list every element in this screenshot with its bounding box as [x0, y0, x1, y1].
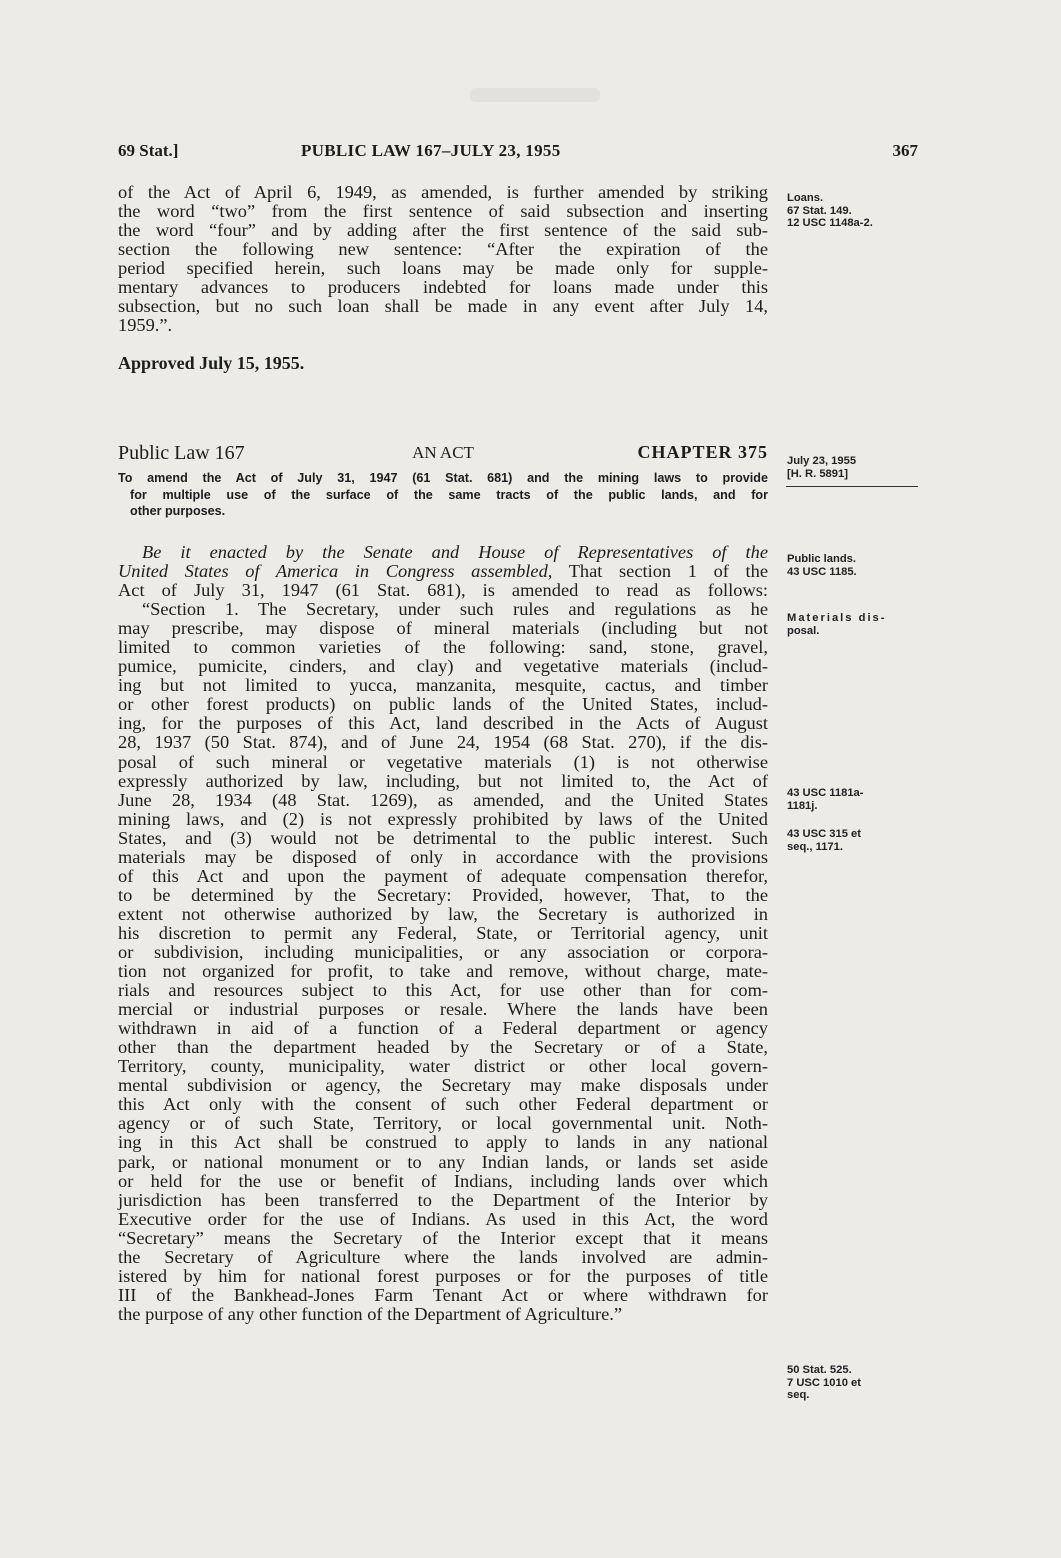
margin-rule: [786, 486, 918, 487]
margin-note-43-usc-1181: [787, 787, 864, 812]
section-line: limited to common varieties of the following: sand, stone, gravel,: [118, 637, 768, 658]
margin-note-50-stat: [787, 1364, 861, 1402]
continuation-paragraph: [118, 183, 768, 335]
section-line: pumice, pumicite, cinders, and clay) and vegetative materials (includ-: [118, 656, 768, 677]
section-line: 28, 1937 (50 Stat. 874), and of June 24, 1954 (68 Stat. 270), if the dis-: [118, 732, 768, 753]
stat-volume: 69 Stat.]: [118, 141, 179, 160]
bleed-through-smudge: [470, 88, 600, 102]
public-law-number: Public Law 167: [118, 442, 245, 464]
section-line: mining laws, and (2) is not expressly prohibited by laws of the United: [118, 808, 768, 829]
section-line: his discretion to permit any Federal, State, or Territorial agency, unit: [118, 922, 768, 943]
synopsis-line: other purposes.: [130, 504, 226, 518]
section-line: mercial or industrial purposes or resale. Where the lands have been: [118, 999, 768, 1020]
margin-note-line: 43 USC 1185.: [787, 565, 857, 578]
text-line: section the following new sentence: “After the expiration of the: [118, 239, 768, 260]
section-line: park, or national monument or to any Indian lands, or lands set aside: [118, 1151, 768, 1172]
section-line: the Secretary of Agriculture where the lands involved are admin-: [118, 1246, 768, 1267]
approval-date: Approved July 15, 1955.: [118, 353, 305, 373]
text-line: [118, 562, 768, 581]
text-line: Act of July 31, 1947 (61 Stat. 681), is amended to read as follows:: [118, 580, 768, 601]
margin-note-line: Loans.: [787, 192, 824, 204]
section-line: may prescribe, may dispose of mineral materials (including but not: [118, 618, 768, 639]
margin-note-line: 43 USC 315 et: [787, 828, 862, 840]
section-line: of this Act and upon the payment of adequate compensation therefor,: [118, 865, 768, 886]
section-line: “Secretary” means the Secretary of the Interior except that it means: [118, 1227, 768, 1248]
margin-note-line: 43 USC 1181a-: [787, 787, 864, 799]
margin-note-line: 7 USC 1010 et: [787, 1376, 862, 1389]
section-line: States, and (3) would not be detrimental to the public interest. Such: [118, 827, 768, 848]
text-line: 1959.”.: [118, 315, 173, 336]
text-line: subsection, but no such loan shall be made in any event after July 14,: [118, 296, 768, 317]
margin-note-materials: [787, 612, 887, 637]
margin-note-line: Materials dis-: [787, 612, 887, 624]
section-line: ing, for the purposes of this Act, land described in the Acts of August: [118, 713, 768, 734]
section-line: expressly authorized by law, including, but not limited to, the Act of: [118, 770, 768, 791]
section-line: Territory, county, municipality, water district or other local govern-: [118, 1056, 768, 1077]
margin-note-line: Public lands.: [787, 553, 857, 565]
an-act-heading: AN ACT: [412, 443, 474, 462]
section-line: other than the department headed by the Secretary or of a State,: [118, 1037, 768, 1058]
section-line: materials may be disposed of only in accordance with the provisions: [118, 846, 768, 867]
margin-note-line: posal.: [787, 624, 820, 637]
section-line: or subdivision, including municipalities, or any association or corpora-: [118, 941, 768, 962]
margin-note-line: 1181j.: [787, 799, 818, 812]
section-line: agency or of such State, Territory, or local governmental unit. Noth-: [118, 1113, 768, 1134]
page-number: 367: [892, 141, 918, 160]
section-line: to be determined by the Secretary: Provided, however, That, to the: [118, 884, 768, 905]
section-line: rials and resources subject to this Act, for use other than for com-: [118, 980, 768, 1001]
chapter-number: CHAPTER 375: [637, 442, 768, 462]
margin-note-line: 67 Stat. 149.: [787, 204, 852, 217]
margin-note-line: [H. R. 5891]: [787, 467, 848, 480]
section-line: III of the Bankhead-Jones Farm Tenant Act or where withdrawn for: [118, 1284, 768, 1305]
margin-note-public-lands: [787, 553, 857, 578]
text-line: of the Act of April 6, 1949, as amended, is further amended by striking: [118, 182, 768, 202]
running-head: [118, 141, 918, 165]
margin-note-date: [787, 455, 856, 480]
margin-note-43-usc-315: [787, 828, 861, 853]
text-line: the word “two” from the first sentence of said subsection and inserting: [118, 201, 768, 222]
synopsis-line: To amend the Act of July 31, 1947 (61 Stat. 681) and the mining laws to provide: [118, 471, 768, 485]
enacting-clause: [118, 543, 768, 1324]
section-line: Executive order for the use of Indians. As used in this Act, the word: [118, 1208, 768, 1229]
margin-note-line: seq.: [787, 1389, 810, 1401]
act-synopsis: [118, 470, 768, 520]
margin-note-line: July 23, 1955: [787, 455, 857, 467]
section-line: istered by him for national forest purposes or for the purposes of title: [118, 1265, 768, 1286]
section-line: ing in this Act shall be construed to apply to lands in any national: [118, 1132, 768, 1153]
margin-note-line: 12 USC 1148a-2.: [787, 217, 873, 229]
section-line: or held for the use or benefit of Indians, including lands over which: [118, 1170, 768, 1191]
section-line: June 28, 1934 (48 Stat. 1269), as amended, and the United States: [118, 789, 768, 810]
enacting-italic: Be it enacted by the Senate and House of Representatives of the: [142, 542, 768, 562]
enacting-text: That section 1 of the: [552, 561, 768, 582]
section-line: tion not organized for profit, to take and remove, without charge, mate-: [118, 961, 768, 982]
section-line: ing but not limited to yucca, manzanita, mesquite, cactus, and timber: [118, 675, 768, 696]
section-line: mental subdivision or agency, the Secretary may make disposals under: [118, 1075, 768, 1096]
text-line: mentary advances to producers indebted for loans made under this: [118, 277, 768, 298]
section-line: this Act only with the consent of such other Federal department or: [118, 1094, 768, 1115]
margin-note-line: 50 Stat. 525.: [787, 1364, 852, 1376]
margin-note-line: seq., 1171.: [787, 840, 843, 853]
section-line: posal of such mineral or vegetative materials (1) is not otherwise: [118, 751, 768, 772]
margin-note-loans: [787, 192, 873, 230]
enacting-italic: United States of America in Congress assembled,: [118, 561, 553, 582]
section-line: withdrawn in aid of a function of a Federal department or agency: [118, 1018, 768, 1039]
section-line: jurisdiction has been transferred to the Department of the Interior by: [118, 1189, 768, 1210]
text-line: [118, 543, 768, 562]
text-line: period specified herein, such loans may be made only for supple-: [118, 258, 768, 279]
synopsis-line: for multiple use of the surface of the same tracts of the public lands, and for: [130, 487, 768, 502]
section-line: “Section 1. The Secretary, under such rules and regulations as he: [142, 599, 768, 620]
text-line: the word “four” and by adding after the first sentence of the said sub-: [118, 220, 768, 241]
running-title: PUBLIC LAW 167–JULY 23, 1955: [301, 141, 561, 160]
section-line: or other forest products) on public lands of the United States, includ-: [118, 694, 768, 715]
section-line: extent not otherwise authorized by law, the Secretary is authorized in: [118, 903, 768, 924]
section-line: the purpose of any other function of the Department of Agriculture.”: [118, 1303, 623, 1324]
